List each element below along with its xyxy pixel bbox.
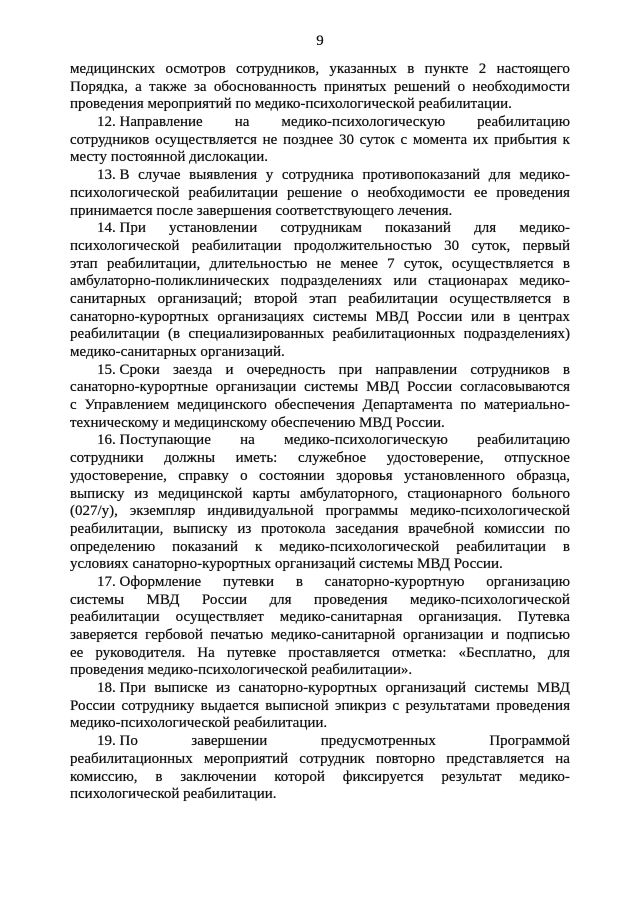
text-line: 14. При установлении сотрудникам показаний для медико-	[97, 220, 570, 237]
page-number: 9	[316, 33, 324, 49]
text-line: 16. Поступающие на медико-психологическую реабилитацию	[97, 432, 570, 449]
text-line: условиях санаторно-курортных организаций системы МВД России.	[70, 556, 503, 573]
paragraph	[70, 220, 570, 362]
text-line: медико-психологической реабилитации.	[70, 715, 328, 732]
paragraph	[70, 167, 570, 220]
text-line: принимается после завершения соответствующего лечения.	[70, 202, 453, 219]
paragraph	[70, 680, 570, 733]
text-line: санитарных организаций; второй этап реабилитации осуществляется в	[70, 290, 570, 307]
text-line: с Управлением медицинского обеспечения Департамента по материально-	[70, 397, 570, 414]
text-line: 18. При выписке из санаторно-курортных организаций системы МВД	[97, 680, 570, 697]
paragraph	[70, 574, 570, 680]
text-line: реабилитационных мероприятий сотрудник повторно представляется на	[70, 750, 570, 767]
text-line: медико-санитарных организаций.	[70, 344, 285, 360]
paragraph	[70, 114, 570, 167]
text-line: системы МВД России для проведения медико-психологической	[70, 591, 570, 608]
text-line: реабилитации, выписку из протокола заседания врачебной комиссии по	[70, 520, 570, 537]
text-line: амбулаторно-поликлинических подразделениях или стационарах медико-	[70, 273, 570, 290]
text-line: России сотруднику выдается выписной эпикриз с результатами проведения	[70, 697, 570, 714]
paragraph	[70, 432, 570, 574]
text-line: реабилитации (в специализированных реабилитационных подразделениях)	[70, 326, 570, 343]
text-line: медицинских осмотров сотрудников, указанных в пункте 2 настоящего	[70, 61, 570, 77]
text-line: 19. По завершении предусмотренных Программой	[97, 733, 570, 750]
text-line: сотрудники должны иметь: служебное удостоверение, отпускное	[70, 450, 570, 467]
text-line: удостоверение, справку о состоянии здоровья установленного образца,	[70, 467, 570, 484]
text-line: проведения медико-психологической реабилитации».	[70, 662, 413, 679]
text-line: реабилитации осуществляет медико-санитарная организация. Путевка	[70, 609, 570, 626]
paragraph	[70, 61, 570, 114]
text-line: этап реабилитации, длительностью не менее 7 суток, осуществляется в	[70, 255, 570, 272]
text-line: санаторно-курортных организациях системы МВД России или в центрах	[70, 308, 570, 325]
text-line: санаторно-курортные организации системы МВД России согласовываются	[70, 379, 570, 396]
text-line: психологической реабилитации.	[70, 786, 277, 803]
text-line: 13. В случае выявления у сотрудника противопоказаний для медико-	[97, 167, 570, 184]
text-line: ее руководителя. На путевке проставляется отметка: «Бесплатно, для	[70, 644, 570, 661]
paragraph	[70, 362, 570, 433]
text-line: (027/у), экземпляр индивидуальной программы медико-психологической	[70, 503, 570, 520]
paragraph	[70, 733, 570, 804]
document-body	[70, 61, 570, 804]
text-line: комиссию, в заключении которой фиксируется результат медико-	[70, 768, 570, 785]
text-line: заверяется гербовой печатью медико-санитарной организации и подписью	[70, 627, 570, 643]
text-line: техническому и медицинскому обеспечению МВД России.	[70, 414, 445, 431]
text-line: психологической реабилитации решение о необходимости ее проведения	[70, 184, 570, 201]
text-line: Порядка, а также за обоснованность принятых решений о необходимости	[70, 78, 570, 95]
text-line: проведения мероприятий по медико-психологической реабилитации.	[70, 96, 512, 113]
text-line: выписку из медицинской карты амбулаторного, стационарного больного	[70, 485, 570, 502]
text-line: психологической реабилитации продолжительностью 30 суток, первый	[70, 237, 570, 254]
text-line: определению показаний к медико-психологической реабилитации в	[70, 538, 570, 555]
text-line: сотрудников осуществляется не позднее 30 суток с момента их прибытия к	[70, 131, 570, 148]
text-line: 15. Сроки заезда и очередность при направлении сотрудников в	[97, 361, 570, 378]
text-line: месту постоянной дислокации.	[70, 149, 269, 166]
text-line: 17. Оформление путевки в санаторно-курортную организацию	[97, 573, 570, 590]
text-line: 12. Направление на медико-психологическую реабилитацию	[97, 114, 570, 131]
